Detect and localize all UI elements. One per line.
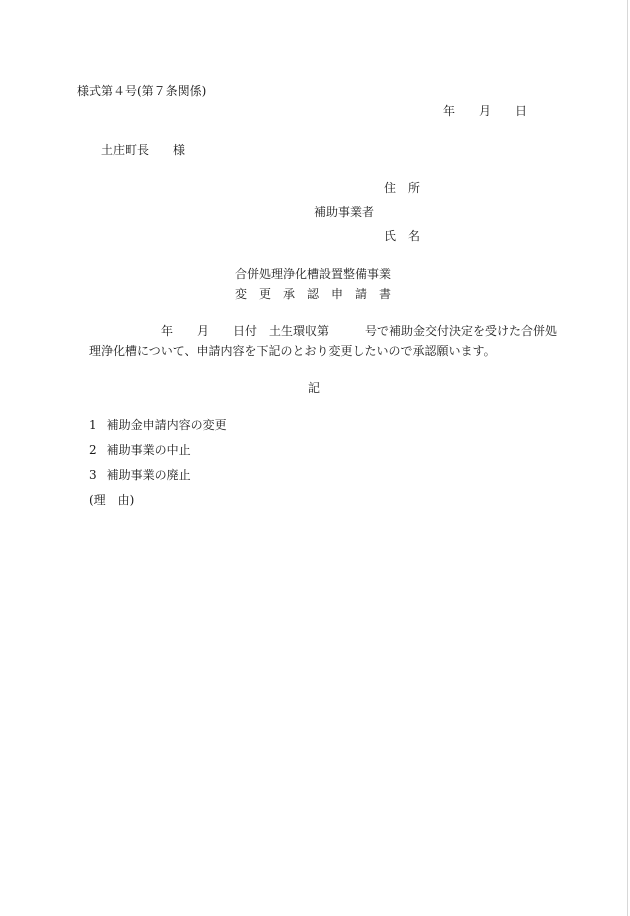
body-text-line1: 年 月 日付 土生環収第 号で補助金交付決定を受けた合併処: [161, 324, 558, 338]
date-line: 年 月 日: [443, 104, 528, 118]
list-item: [89, 443, 191, 457]
address-label: 住 所: [384, 181, 421, 195]
ki-heading: 記: [308, 381, 321, 395]
document-title-line1: 合併処理浄化槽設置整備事業: [235, 267, 392, 281]
name-label: 氏 名: [384, 229, 421, 243]
reason-label: (理 由): [89, 493, 135, 507]
item-number: 1: [89, 418, 97, 432]
item-number: 3: [89, 468, 97, 482]
page-edge: [627, 0, 628, 916]
item-label: 補助事業の中止: [106, 443, 191, 457]
form-number: 様式第４号(第７条関係): [77, 84, 207, 98]
addressee: 土庄町長 様: [101, 143, 186, 157]
item-number: 2: [89, 443, 97, 457]
applicant-role-label: 補助事業者: [314, 205, 375, 219]
document-title-line2: 変 更 承 認 申 請 書: [235, 287, 392, 301]
item-label: 補助事業の廃止: [106, 468, 191, 482]
item-label: 補助金申請内容の変更: [106, 418, 227, 432]
list-item: [89, 468, 191, 482]
body-text-line2: 理浄化槽について、申請内容を下記のとおり変更したいので承認願います。: [89, 344, 496, 358]
list-item: [89, 418, 227, 432]
